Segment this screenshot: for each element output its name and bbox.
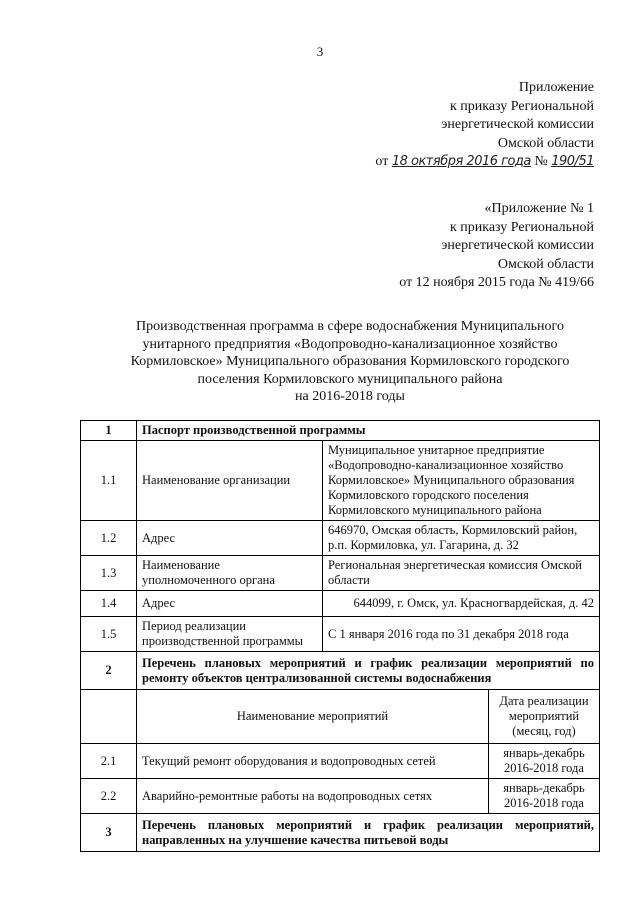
section-title: Перечень плановых мероприятий и график реализации мероприятий по ремонту объектов централизованной системы водоснабжения [137,652,600,690]
row-label: Адрес [137,521,323,556]
annex-header-current [375,79,594,172]
section-number: 3 [81,814,137,852]
table-row [81,617,600,652]
handwritten-number: 190/51 [551,154,594,169]
handwritten-date: 18 октября 2016 года [391,154,531,169]
section-title: Паспорт производственной программы [137,421,600,441]
row-value: Региональная энергетическая комиссия Омской области [323,556,600,591]
date-prefix: от [375,154,389,169]
row-number: 1.3 [81,556,137,591]
section-number: 1 [81,421,137,441]
column-header: Наименование мероприятий [137,690,489,744]
column-header: Дата реализации мероприятий (месяц, год) [489,690,600,744]
title-line: поселения Кормиловского муниципального района [197,371,503,387]
row-label: Аварийно-ремонтные работы на водопроводных сетях [137,779,489,814]
row-number: 1.5 [81,617,137,652]
row-label: Наименование уполномоченного органа [137,556,323,591]
table-row [81,421,600,441]
annex-header-previous [399,200,594,293]
row-number: 1.4 [81,591,137,617]
row-value: С 1 января 2016 года по 31 декабря 2018 года [323,617,600,652]
row-label: Текущий ремонт оборудования и водопроводных сетей [137,744,489,779]
section-title: Перечень плановых мероприятий и график реализации мероприятий, направленных на улучшение качества питьевой воды [137,814,600,852]
annex-line: Омской области [497,256,594,272]
title-line: унитарного предприятия «Водопроводно-канализационное хозяйство [142,336,558,352]
section-number: 2 [81,652,137,690]
row-number: 2.2 [81,779,137,814]
row-value: 646970, Омская область, Кормиловский район, р.п. Кормиловка, ул. Гагарина, д. 32 [323,521,600,556]
annex-line: от 12 ноября 2015 года № 419/66 [399,275,594,290]
row-number: 2.1 [81,744,137,779]
annex-line: энергетической комиссии [441,117,594,132]
table-row [81,652,600,690]
row-value: январь-декабрь 2016-2018 года [489,779,600,814]
annex-line: к приказу Региональной [449,98,594,114]
annex-line: «Приложение № 1 [484,201,594,216]
table-row [81,591,600,617]
row-label: Период реализации производственной программы [137,617,323,652]
row-label: Наименование организации [137,441,323,521]
empty-cell [81,690,137,744]
table-row [81,556,600,591]
table-row [81,690,600,744]
annex-line: к приказу Региональной [449,219,594,235]
table-row [81,814,600,852]
title-line: Производственная программа в сфере водоснабжения Муниципального [136,319,564,334]
row-value: Муниципальное унитарное предприятие «Водопроводно-канализационное хозяйство Кормиловское» Муниципального образования Кормиловского городского поселения Кормиловского муниципального района [323,441,600,521]
table-row [81,744,600,779]
number-prefix: № [534,154,548,169]
row-label: Адрес [137,591,323,617]
title-line: на 2016-2018 годы [295,389,405,404]
program-table [80,420,600,852]
table-row [81,521,600,556]
document-title [80,318,620,406]
page-number: 3 [316,44,324,59]
annex-line: Приложение [518,80,594,95]
table-row [81,779,600,814]
annex-line: энергетической комиссии [441,238,594,253]
row-number: 1.1 [81,441,137,521]
table-row [81,441,600,521]
annex-line: Омской области [497,135,594,151]
row-value: январь-декабрь 2016-2018 года [489,744,600,779]
row-number: 1.2 [81,521,137,556]
title-line: Кормиловское» Муниципального образования Кормиловского городского [130,354,570,369]
row-value: 644099, г. Омск, ул. Красногвардейская, д. 42 [323,591,600,617]
annex-date-line [375,153,594,172]
